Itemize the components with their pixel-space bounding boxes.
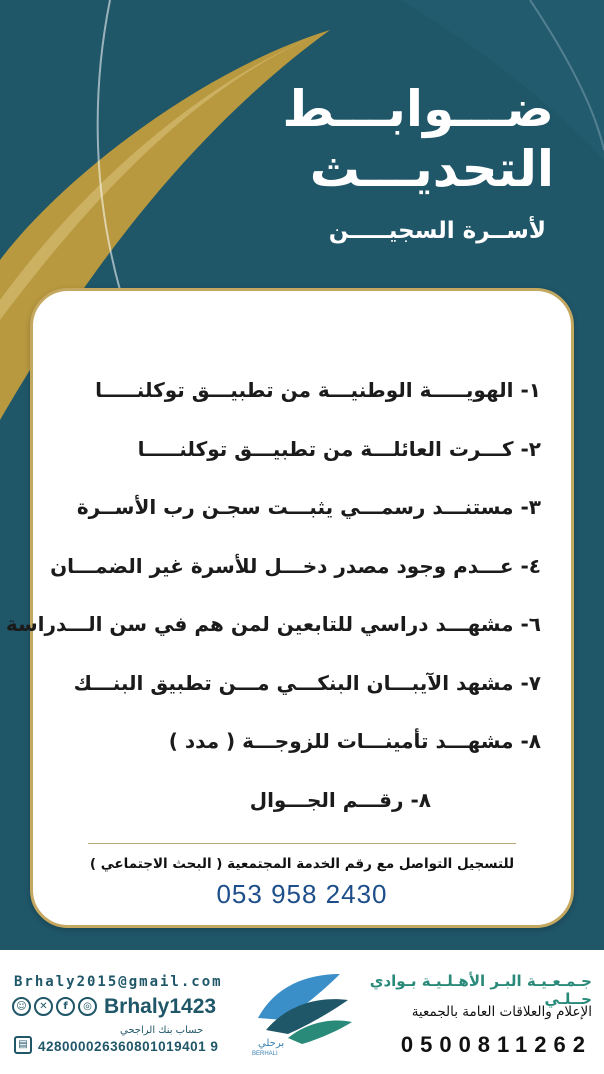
bank-label: حساب بنك الراجحي [120,1025,204,1036]
requirement-item: ٦- مشهـــد دراسي للتابعين لمن هم في سن الـــدراسة [5,612,541,636]
footer-phone[interactable]: 0500811262 [400,1032,592,1057]
logo-subtext: BERHALI [252,1051,278,1057]
bank-account-number: 428000026360801019401 9 [38,1039,219,1054]
contact-note: للتسجيل التواصل مع رقم الخدمة المجتمعية ( البحث الاجتماعي ) [89,856,515,872]
requirement-item: ٨- مشهـــد تأمينـــات للزوجـــة ( مدد ) [168,729,541,753]
requirements-card [5,288,574,928]
contact-phone[interactable]: 053 958 2430 [216,879,388,909]
department-name: الإعلام والعلاقات العامة بالجمعية [411,1004,592,1020]
footer-handle[interactable]: Brhaly1423 [104,995,217,1018]
instagram-icon[interactable]: ◎ [78,997,97,1016]
requirement-item: ٨- رقـــم الجـــوال [249,787,431,812]
page-title-line-2: التحديـــث [309,140,554,198]
requirement-item: ٣- مستنـــد رسمـــي يثبـــت سجـن رب الأســرة [76,495,541,519]
requirement-item: ٢- كـــرت العائلـــة من تطبيـــق توكلنـــــا [137,436,541,461]
requirements-list [5,361,541,829]
requirement-item: ٤- عـــدم وجود مصدر دخـــل للأسرة غير الضمـــان [50,553,541,578]
requirement-item: ١- الهويـــــة الوطنيـــة من تطبيـــق توكلنـــــا [95,378,541,402]
footer-email[interactable]: Brhaly2015@gmail.com [14,974,223,990]
organization-name: جـمـعـيـة البـر الأهـلـيـة بـوادي حــلـي [369,972,592,1008]
divider [88,843,516,844]
bank-icon: ▤ [14,1036,32,1054]
x-icon[interactable]: ✕ [34,997,53,1016]
logo-text: برحلي [258,1038,285,1049]
facebook-icon[interactable]: f [56,997,75,1016]
page-subtitle: لأســرة السجيـــــن [328,218,546,244]
snapchat-icon[interactable]: ☺ [12,997,31,1016]
requirement-item: ٧- مشهد الآيبـــان البنكـــي مـــن تطبيق البنـــك [73,670,541,695]
social-icons [12,997,97,1016]
page-title-line-1: ضـــوابـــط [282,80,554,138]
footer [0,950,604,1074]
